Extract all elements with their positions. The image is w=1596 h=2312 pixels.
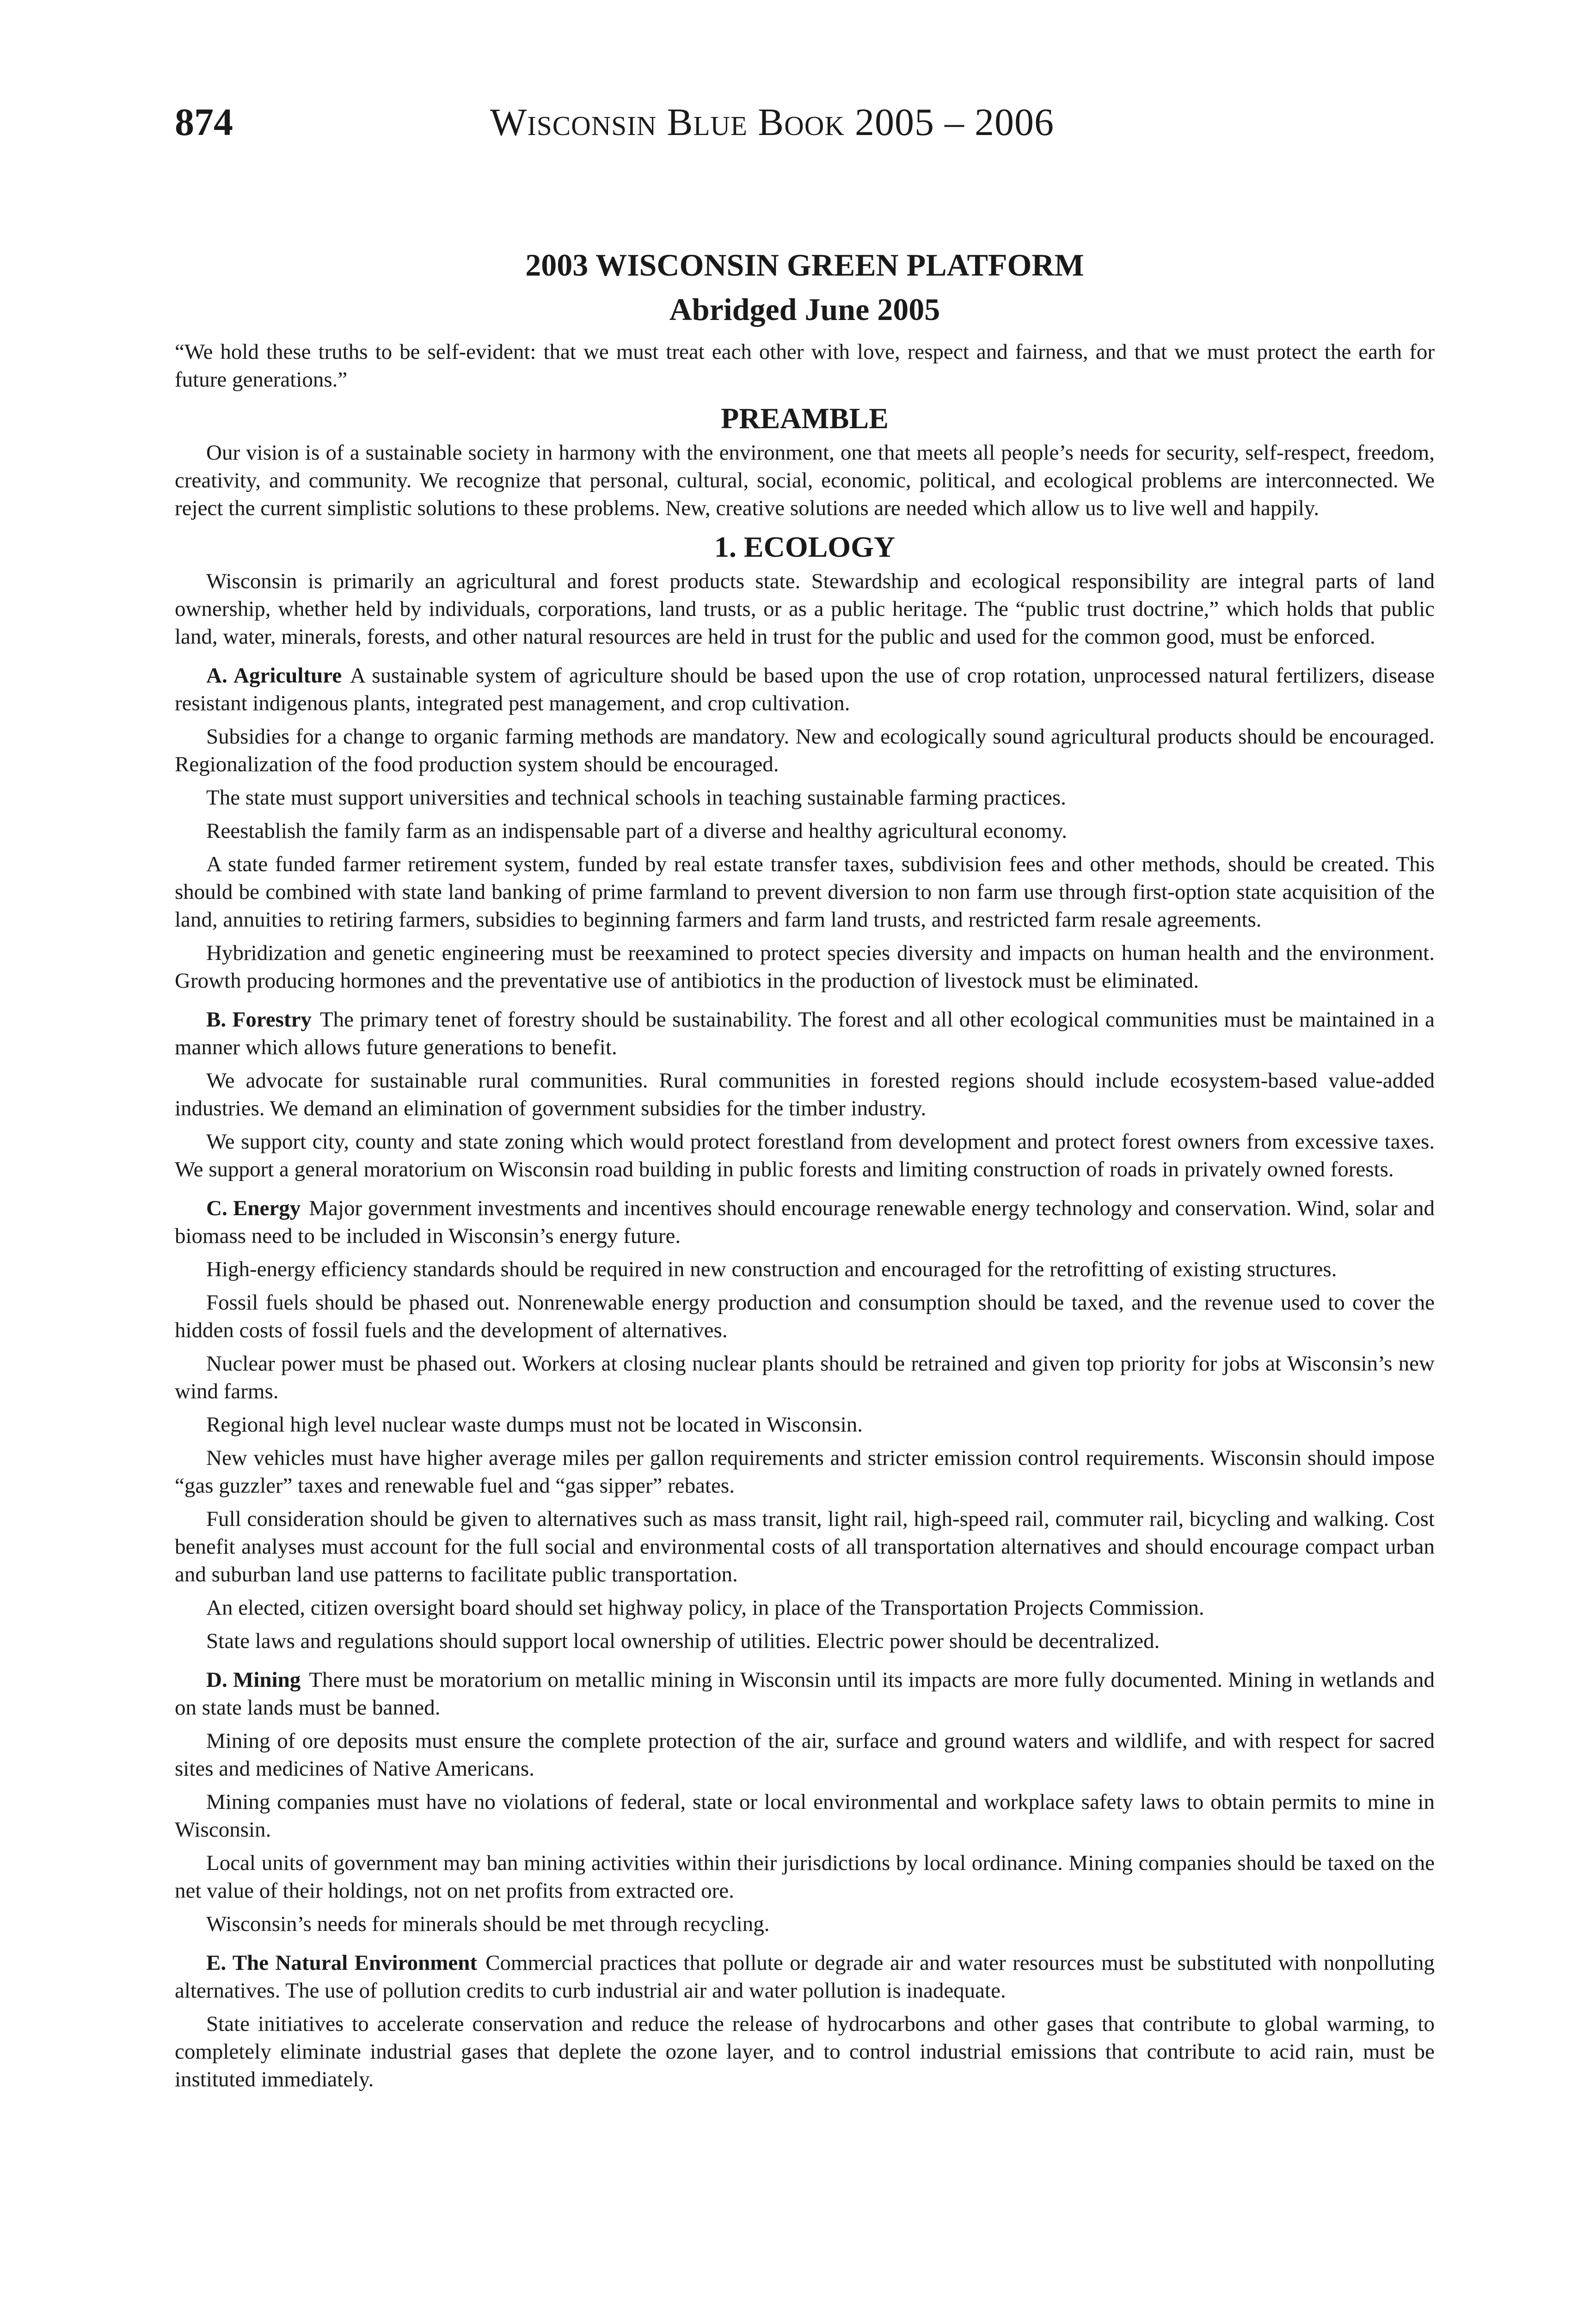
mining-paragraph [175,1666,1435,1722]
energy-paragraph: New vehicles must have higher average miles per gallon requirements and stricter emission control requirements. Wisconsin should impose “gas guzzler” taxes and renewable fuel and “gas sipper” rebates. [175,1446,1435,1498]
agriculture-paragraph: Reestablish the family farm as an indispensable part of a diverse and healthy agricultural economy. [206,819,1067,843]
ecology-heading: 1. ECOLOGY [714,530,896,563]
energy-paragraph: Nuclear power must be phased out. Workers at closing nuclear plants should be retrained and given top priority for jobs at Wisconsin’s new wind farms. [175,1352,1435,1403]
paragraph-text: Commercial practices that pollute or degrade air and water resources must be substituted with nonpolluting alternatives. The use of pollution credits to curb industrial air and water pollution is inadequate. [175,1951,1435,2003]
paragraph-text: The primary tenet of forestry should be sustainability. The forest and all other ecological communities must be maintained in a manner which allows future generations to benefit. [175,1008,1435,1059]
natural-environment-paragraph [175,1949,1435,2005]
page-number: 874 [175,101,233,144]
energy-paragraph: An elected, citizen oversight board should set highway policy, in place of the Transportation Projects Commission. [206,1596,1204,1620]
mining-label: D. Mining [206,1668,301,1692]
energy-paragraph: High-energy efficiency standards should be required in new construction and encouraged for the retrofitting of existing structures. [206,1257,1337,1281]
document-title: 2003 WISCONSIN GREEN PLATFORM [525,247,1084,283]
running-head [0,95,1596,150]
forestry-paragraph: We support city, county and state zoning which would protect forestland from development and protect forest owners from excessive taxes. We support a general moratorium on Wisconsin road building in public forests and limiting construction of roads in privately owned forests. [175,1130,1435,1181]
mining-paragraph: Wisconsin’s needs for minerals should be met through recycling. [206,1912,770,1936]
paragraph-text: There must be moratorium on metallic mining in Wisconsin until its impacts are more fully documented. Mining in wetlands and on state lands must be banned. [175,1668,1435,1720]
agriculture-paragraph: Subsidies for a change to organic farming methods are mandatory. New and ecologically sound agricultural products should be encouraged. Regionalization of the food production system should be encouraged. [175,725,1435,776]
epigraph: “We hold these truths to be self-evident: that we must treat each other with love, respect and fairness, and that we must protect the earth for future generations.” [175,340,1435,392]
mining-paragraph: Mining of ore deposits must ensure the complete protection of the air, surface and ground waters and wildlife, and with respect for sacred sites and medicines of Native Americans. [175,1729,1435,1781]
agriculture-paragraph [175,662,1435,717]
document-subtitle: Abridged June 2005 [669,292,940,327]
energy-paragraph: Fossil fuels should be phased out. Nonrenewable energy production and consumption should be taxed, and the revenue used to cover the hidden costs of fossil fuels and the development of alternatives. [175,1291,1435,1342]
agriculture-label: A. Agriculture [206,664,342,688]
forestry-paragraph: We advocate for sustainable rural communities. Rural communities in forested regions should include ecosystem-based value-added industries. We demand an elimination of government subsidies for the timber industry. [175,1069,1435,1120]
energy-paragraph: Full consideration should be given to alternatives such as mass transit, light rail, high-speed rail, commuter rail, bicycling and walking. Cost benefit analyses must account for the full social and environmental costs of all transportation alternatives and should encourage compact urban and suburban land use patterns to facilitate public transportation. [175,1507,1435,1586]
energy-paragraph [175,1194,1435,1250]
natural-environment-paragraph: State initiatives to accelerate conservation and reduce the release of hydrocarbons and other gases that contribute to global warming, to completely eliminate industrial gases that deplete the ozone layer, and to control industrial emissions that contribute to acid rain, must be instituted immediately. [175,2012,1435,2091]
mining-paragraph: Local units of government may ban mining activities within their jurisdictions by local ordinance. Mining companies should be taxed on the net value of their holdings, not on net profits from extracted ore. [175,1851,1435,1903]
book-title: Wisconsin Blue Book 2005 – 2006 [490,101,1054,144]
energy-label: C. Energy [206,1196,301,1220]
agriculture-paragraph: Hybridization and genetic engineering must be reexamined to protect species diversity and impacts on human health and the environment. Growth producing hormones and the preventative use of antibiotics in the production of livestock must be eliminated. [175,941,1435,993]
forestry-label: B. Forestry [206,1008,312,1032]
mining-paragraph: Mining companies must have no violations of federal, state or local environmental and workplace safety laws to obtain permits to mine in Wisconsin. [175,1790,1435,1842]
preamble-text: Our vision is of a sustainable society in harmony with the environment, one that meets all people’s needs for security, self-respect, freedom, creativity, and community. We recognize that personal, cultural, social, economic, political, and ecological problems are interconnected. We reject the current simplistic solutions to these problems. New, creative solutions are needed which allow us to live well and happily. [175,441,1435,520]
agriculture-paragraph: The state must support universities and technical schools in teaching sustainable farming practices. [206,786,1066,810]
ecology-intro: Wisconsin is primarily an agricultural and forest products state. Stewardship and ecological responsibility are integral parts of land ownership, whether held by individuals, corporations, land trusts, or as a public heritage. The “public trust doctrine,” which holds that public land, water, minerals, forests, and other natural resources are held in trust for the public and used for the common good, must be enforced. [175,569,1435,649]
document-body [175,243,1435,2099]
forestry-paragraph [175,1006,1435,1061]
agriculture-paragraph: A state funded farmer retirement system, funded by real estate transfer taxes, subdivision fees and other methods, should be created. This should be combined with state land banking of prime farmland to prevent diversion to non farm use through first-option state acquisition of the land, annuities to retiring farmers, subsidies to beginning farmers and farm land trusts, and restricted farm resale agreements. [175,852,1435,932]
natural-environment-label: E. The Natural Environment [206,1951,478,1975]
paragraph-text: Major government investments and incentives should encourage renewable energy technology and conservation. Wind, solar and biomass need to be included in Wisconsin’s energy future. [175,1196,1435,1248]
energy-paragraph: State laws and regulations should support local ownership of utilities. Electric power should be decentralized. [206,1629,1160,1653]
energy-paragraph: Regional high level nuclear waste dumps must not be located in Wisconsin. [206,1413,863,1437]
preamble-heading: PREAMBLE [721,402,889,435]
paragraph-text: A sustainable system of agriculture should be based upon the use of crop rotation, unprocessed natural fertilizers, disease resistant indigenous plants, integrated pest management, and crop cultivation. [175,664,1435,715]
